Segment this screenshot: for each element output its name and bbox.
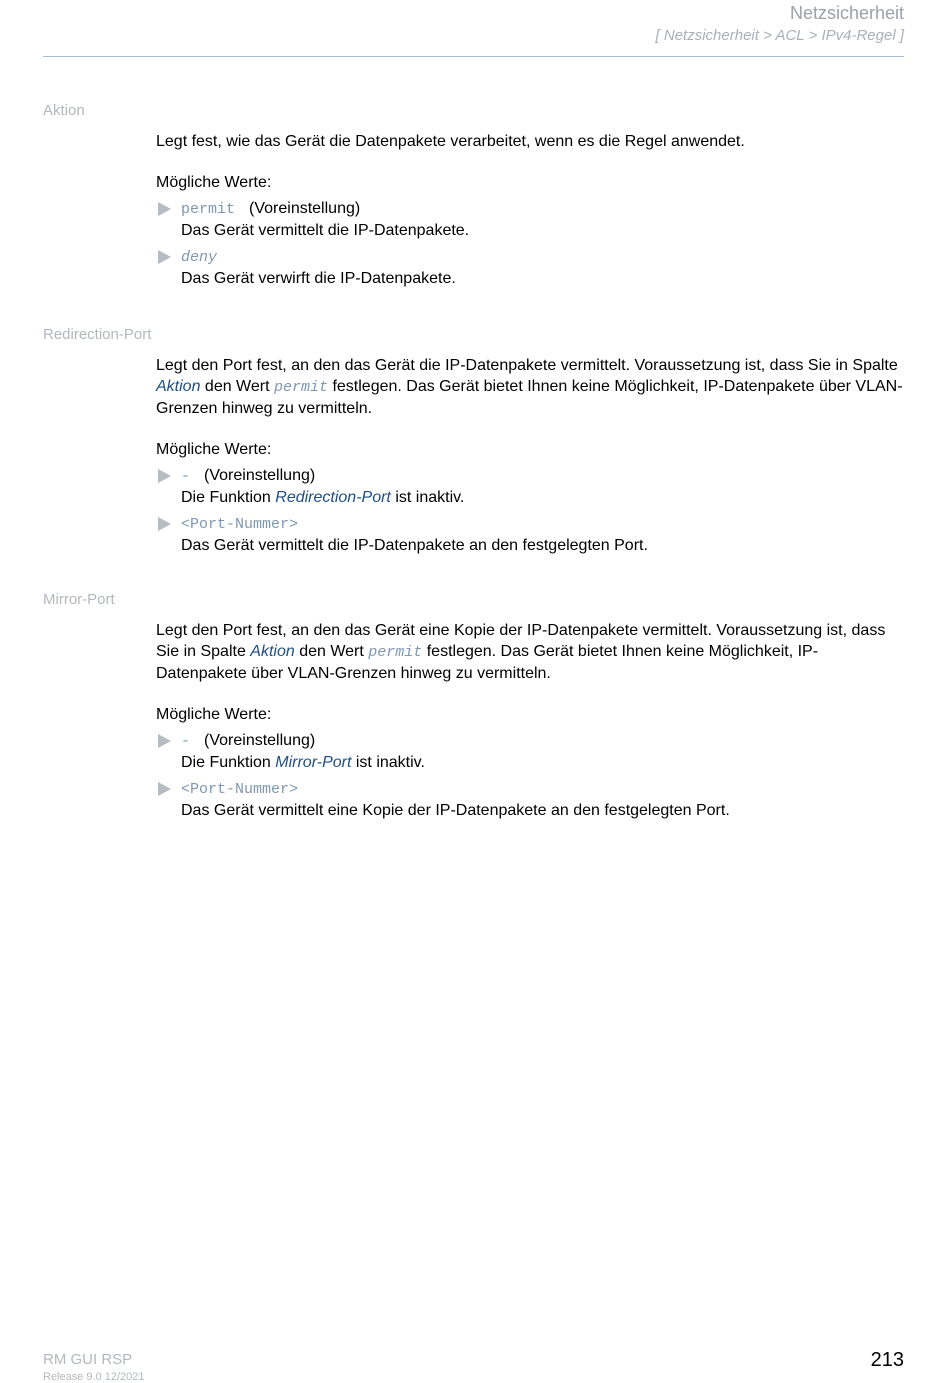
value-code: -	[181, 733, 191, 750]
list-item	[156, 465, 904, 508]
reference-mirror-port: Mirror-Port	[275, 754, 352, 771]
header-title: Netzsicherheit	[789, 3, 904, 23]
header-rule	[43, 56, 904, 57]
header-breadcrumb: [ Netzsicherheit > ACL > IPv4-Regel ]	[655, 27, 904, 44]
value-code: permit	[181, 201, 236, 218]
value-note: (Voreinstellung)	[204, 467, 316, 484]
section-body	[156, 620, 904, 826]
inline-code-permit: permit	[273, 379, 328, 396]
value-text: Die Funktion Redirection-Port ist inaktiv.	[181, 489, 465, 506]
footer-release: Release 9.0 12/2021	[43, 1371, 145, 1383]
inline-code-permit: permit	[368, 644, 423, 661]
page-number: 213	[870, 1349, 904, 1371]
value-text: Das Gerät vermittelt eine Kopie der IP-Datenpakete an den festgelegten Port.	[181, 802, 730, 819]
values-list	[156, 465, 904, 556]
values-list	[156, 198, 904, 289]
reference-aktion: Aktion	[250, 643, 295, 660]
value-code: -	[181, 468, 191, 485]
value-text: Die Funktion Mirror-Port ist inaktiv.	[181, 754, 425, 771]
reference-redirection-port: Redirection-Port	[275, 489, 391, 506]
section-description: Legt den Port fest, an den das Gerät die IP-Datenpakete vermittelt. Voraussetzung ist, dass Sie in Spalte Aktion den Wert permit festlegen. Das Gerät bietet Ihnen keine Möglichkeit, IP-Datenpakete über VLAN-Grenzen hinweg zu vermitteln.	[156, 357, 903, 417]
section-description: Legt den Port fest, an den das Gerät eine Kopie der IP-Datenpakete vermittelt. Voraussetzung ist, dass Sie in Spalte Aktion den Wert permit festlegen. Das Gerät bietet Ihnen keine Möglichkeit, IP-Datenpakete über VLAN-Grenzen hinweg zu vermitteln.	[156, 622, 886, 682]
bullet-triangle-icon	[158, 202, 171, 216]
section-description: Legt fest, wie das Gerät die Datenpakete verarbeitet, wenn es die Regel anwendet.	[156, 133, 745, 150]
section-label: Aktion	[43, 102, 85, 119]
bullet-triangle-icon	[158, 734, 171, 748]
value-text: Das Gerät verwirft die IP-Datenpakete.	[181, 270, 456, 287]
value-note: (Voreinstellung)	[204, 732, 316, 749]
bullet-triangle-icon	[158, 782, 171, 796]
section-body	[156, 131, 904, 294]
value-note: (Voreinstellung)	[249, 200, 361, 217]
value-code: deny	[181, 249, 218, 266]
footer-product: RM GUI RSP	[43, 1351, 133, 1368]
value-text: Das Gerät vermittelt die IP-Datenpakete an den festgelegten Port.	[181, 537, 648, 554]
section-label: Mirror-Port	[43, 591, 115, 608]
reference-aktion: Aktion	[156, 378, 201, 395]
value-code: <Port-Nummer>	[181, 781, 299, 798]
bullet-triangle-icon	[158, 517, 171, 531]
values-heading: Mögliche Werte:	[156, 706, 272, 723]
list-item	[156, 778, 904, 821]
section-body	[156, 355, 904, 561]
list-item	[156, 198, 904, 241]
values-list	[156, 730, 904, 821]
values-heading: Mögliche Werte:	[156, 174, 272, 191]
bullet-triangle-icon	[158, 469, 171, 483]
value-text: Das Gerät vermittelt die IP-Datenpakete.	[181, 222, 470, 239]
section-label: Redirection-Port	[43, 326, 152, 343]
list-item	[156, 513, 904, 556]
bullet-triangle-icon	[158, 250, 171, 264]
value-code: <Port-Nummer>	[181, 516, 299, 533]
values-heading: Mögliche Werte:	[156, 441, 272, 458]
list-item	[156, 730, 904, 773]
list-item	[156, 246, 904, 289]
